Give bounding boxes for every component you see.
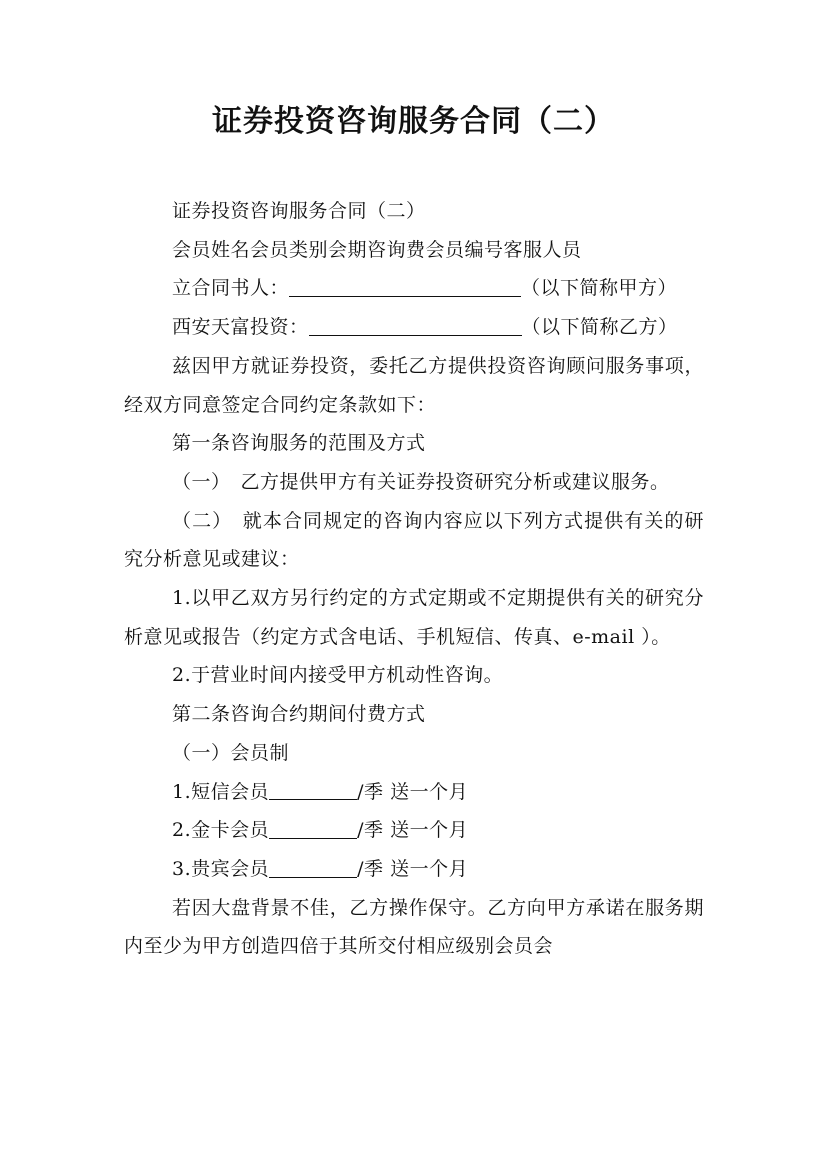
party-a-blank — [289, 277, 521, 297]
party-a-label: 立合同书人： — [172, 277, 290, 300]
party-b-line — [124, 308, 704, 347]
party-a-suffix: （以下简称甲方） — [521, 277, 678, 300]
party-b-suffix: （以下简称乙方） — [521, 316, 678, 339]
tier3-line — [124, 850, 704, 889]
article1-item2: （二） 就本合同规定的咨询内容应以下列方式提供有关的研究分析意见或建议： — [124, 509, 704, 571]
party-b-blank — [309, 316, 522, 336]
party-b-label: 西安天富投资： — [172, 316, 309, 339]
article1-sub1: 1.以甲乙双方另行约定的方式定期或不定期提供有关的研究分析意见或报告（约定方式含电话、手机短信、传真、e-mail ）。 — [124, 587, 704, 648]
tier2-suffix: /季 送一个月 — [357, 819, 469, 842]
tier1-line — [124, 773, 704, 812]
article2-item1: （一）会员制 — [172, 741, 290, 764]
tier1-blank — [269, 780, 357, 800]
tier3-label: 3.贵宾会员 — [172, 857, 270, 880]
tier1-label: 1.短信会员 — [172, 780, 270, 803]
tier3-blank — [269, 858, 357, 878]
tier2-line — [124, 811, 704, 850]
article1-sub2: 2.于营业时间内接受甲方机动性咨询。 — [172, 664, 504, 687]
document-title: 证券投资咨询服务合同（二） — [212, 104, 615, 139]
intro-paragraph: 兹因甲方就证券投资，委托乙方提供投资咨询顾问服务事项，经双方同意签定合同约定条款如下： — [124, 354, 704, 416]
document-body — [124, 192, 704, 966]
party-a-line — [124, 269, 704, 308]
tier3-suffix: /季 送一个月 — [357, 857, 469, 880]
subtitle-line: 证券投资咨询服务合同（二） — [172, 200, 426, 222]
article2-title: 第二条咨询合约期间付费方式 — [172, 703, 426, 726]
member-header-line: 会员姓名会员类别会期咨询费会员编号客服人员 — [172, 238, 582, 261]
article1-item1: （一） 乙方提供甲方有关证券投资研究分析或建议服务。 — [172, 470, 670, 493]
tier2-label: 2.金卡会员 — [172, 819, 270, 842]
closing-paragraph: 若因大盘背景不佳，乙方操作保守。乙方向甲方承诺在服务期内至少为甲方创造四倍于其所交付相应级别会员会 — [124, 896, 704, 958]
tier2-blank — [269, 819, 357, 839]
article1-title: 第一条咨询服务的范围及方式 — [172, 432, 426, 455]
tier1-suffix: /季 送一个月 — [357, 780, 469, 803]
